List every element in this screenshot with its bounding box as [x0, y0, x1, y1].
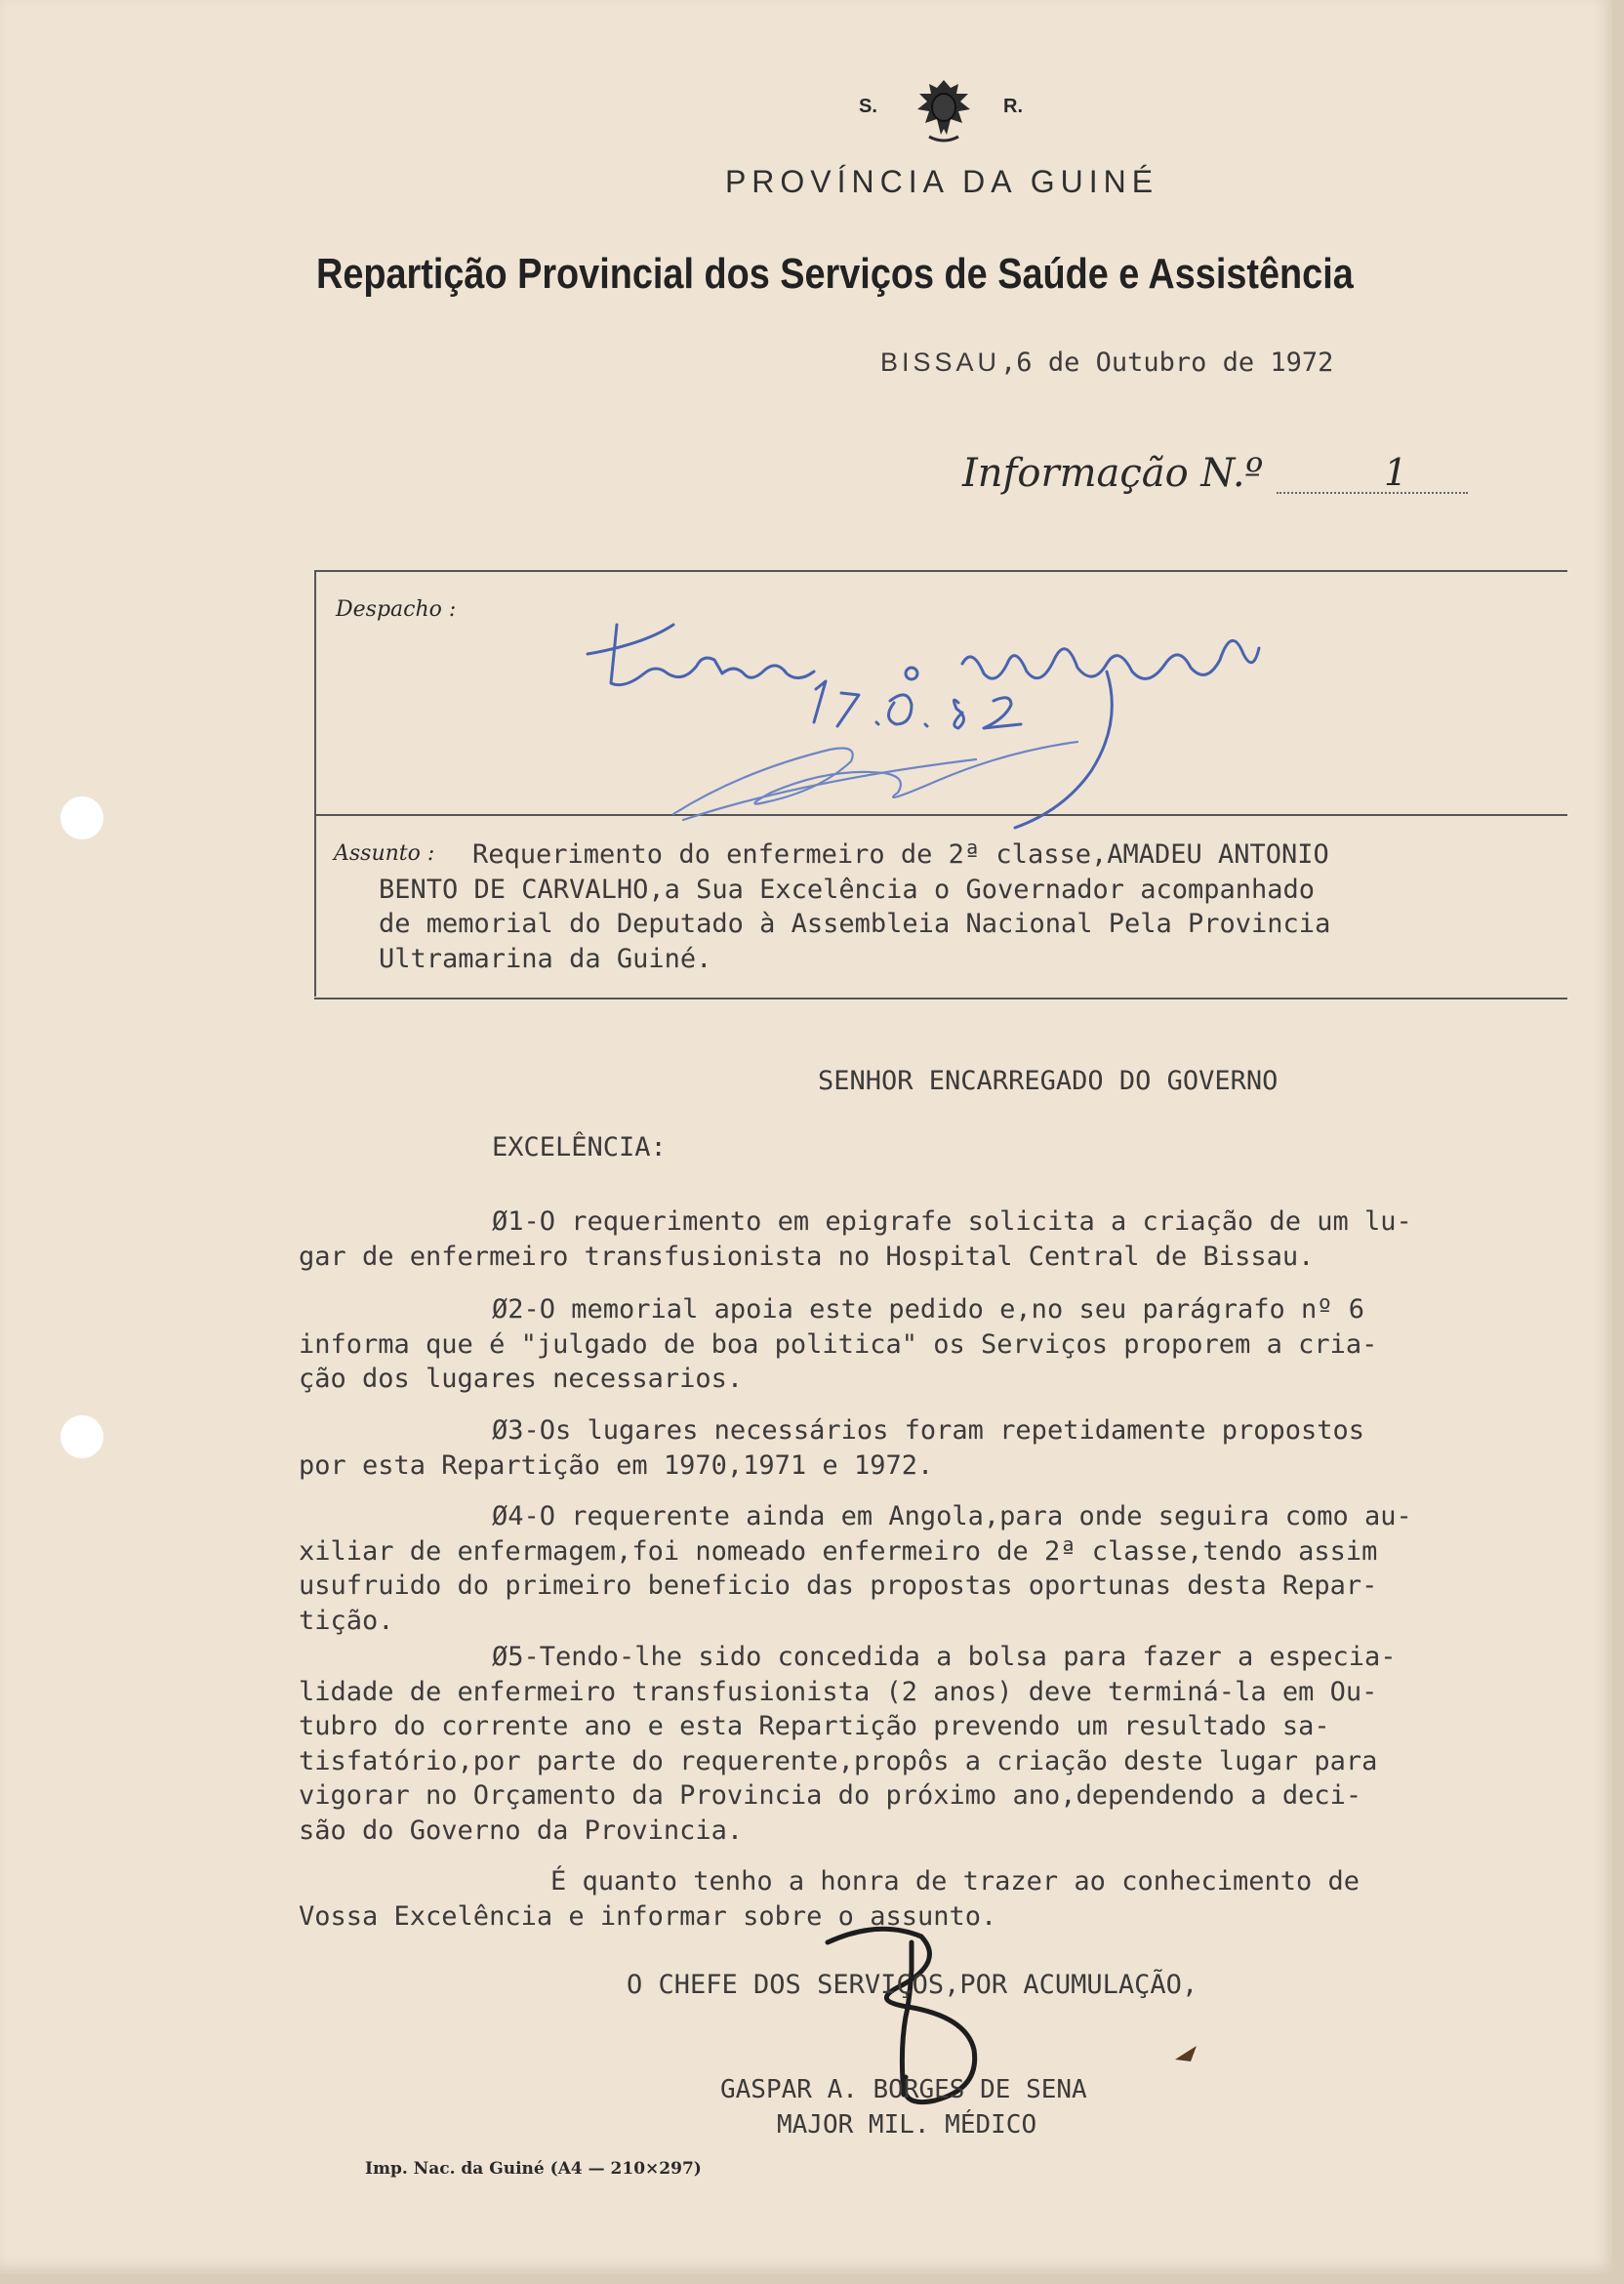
- subject-line: de memorial do Deputado à Assembleia Nacional Pela Provincia: [379, 909, 1331, 939]
- subject-line: Requerimento do enfermeiro de 2ª classe,AMADEU ANTONIO: [472, 839, 1329, 870]
- paragraph-line: Ø4-O requerente ainda em Angola,para onde seguira como au-: [492, 1501, 1412, 1531]
- subject-line: BENTO DE CARVALHO,a Sua Excelência o Governador acompanhado: [379, 874, 1316, 905]
- subject-label: Assunto :: [334, 841, 435, 866]
- paragraph-line: são do Governo da Provincia.: [299, 1815, 744, 1846]
- paragraph-04: [299, 1499, 1606, 1638]
- date: ,6 de Outubro de 1972: [1000, 347, 1334, 378]
- signatory-rank: MAJOR MIL. MÉDICO: [777, 2110, 1037, 2140]
- crest-row: [859, 76, 1054, 154]
- dispatch-label: Despacho :: [336, 597, 457, 622]
- printer-imprint: Imp. Nac. da Guiné (A4 — 210×297): [365, 2159, 702, 2179]
- information-number: 1: [1384, 451, 1408, 494]
- paragraph-line: por esta Repartição em 1970,1971 e 1972.: [299, 1449, 934, 1481]
- subject-line: Ultramarina da Guiné.: [379, 943, 712, 974]
- paragraph-line: Ø3-Os lugares necessários foram repetidamente propostos: [492, 1415, 1365, 1446]
- paragraph-line: Ø2-O memorial apoia este pedido e,no seu parágrafo nº 6: [492, 1294, 1365, 1325]
- paragraph-03: [299, 1413, 1606, 1483]
- paragraph-05: [299, 1640, 1606, 1848]
- paragraph-line: informa que é "julgado de boa politica" os Serviços proporem a cria-: [299, 1328, 1378, 1360]
- excellency-greeting: EXCELÊNCIA:: [492, 1132, 667, 1162]
- box-bottom-rule: [314, 998, 1567, 999]
- province-heading: PROVÍNCIA DA GUINÉ: [724, 164, 1159, 199]
- paragraph-02: [299, 1292, 1606, 1397]
- paragraph-line: tubro do corrente ano e esta Repartição prevendo um resultado sa-: [299, 1711, 1330, 1741]
- punch-hole: [61, 796, 103, 839]
- salutation: SENHOR ENCARREGADO DO GOVERNO: [818, 1066, 1279, 1096]
- paragraph-line: tição.: [299, 1605, 394, 1636]
- subject-text: [379, 837, 1589, 976]
- crest-initial-left: S.: [859, 96, 877, 117]
- signatory-title: O CHEFE DOS SERVIÇOS,POR ACUMULAÇÃO,: [627, 1970, 1198, 2000]
- paragraph-line: É quanto tenho a honra de trazer ao conhecimento de: [550, 1866, 1360, 1897]
- department-heading: Repartição Provincial dos Serviços de Saúde e Assistência: [316, 250, 1354, 298]
- box-left-rule: [314, 571, 316, 997]
- punch-hole: [61, 1415, 103, 1458]
- box-middle-rule: [314, 814, 1567, 816]
- paragraph-line: gar de enfermeiro transfusionista no Hospital Central de Bissau.: [299, 1241, 1315, 1272]
- paragraph-line: xiliar de enfermagem,foi nomeado enfermeiro de 2ª classe,tendo assim: [299, 1535, 1378, 1567]
- signatory-name: GASPAR A. BORGES DE SENA: [720, 2075, 1087, 2104]
- paragraph-line: tisfatório,por parte do requerente,propôs a criação deste lugar para: [299, 1745, 1378, 1776]
- paragraph-line: Vossa Excelência e informar sobre o assunto.: [299, 1900, 997, 1932]
- paragraph-line: Ø1-O requerimento em epigrafe solicita a criação de um lu-: [492, 1206, 1412, 1237]
- paragraph-line: ção dos lugares necessarios.: [299, 1364, 744, 1394]
- paragraph-line: lidade de enfermeiro transfusionista (2 anos) deve terminá-la em Ou-: [299, 1676, 1378, 1707]
- information-number-line: [1277, 492, 1468, 494]
- coat-of-arms-icon: [900, 76, 988, 144]
- closing-paragraph: [299, 1864, 1606, 1934]
- paragraph-line: usufruido do primeiro beneficio das propostas oportunas desta Repar-: [299, 1570, 1378, 1601]
- place-date: [880, 347, 1333, 378]
- box-top-rule: [314, 570, 1567, 572]
- paragraph-line: vigorar no Orçamento da Provincia do próximo ano,dependendo a deci-: [299, 1780, 1362, 1811]
- paragraph-01: [299, 1204, 1606, 1274]
- crest-initial-right: R.: [1003, 96, 1023, 117]
- paragraph-line: Ø5-Tendo-lhe sido concedida a bolsa para fazer a especia-: [492, 1642, 1397, 1672]
- place: BISSAU: [880, 347, 1001, 377]
- information-label: Informação N.º: [962, 451, 1264, 496]
